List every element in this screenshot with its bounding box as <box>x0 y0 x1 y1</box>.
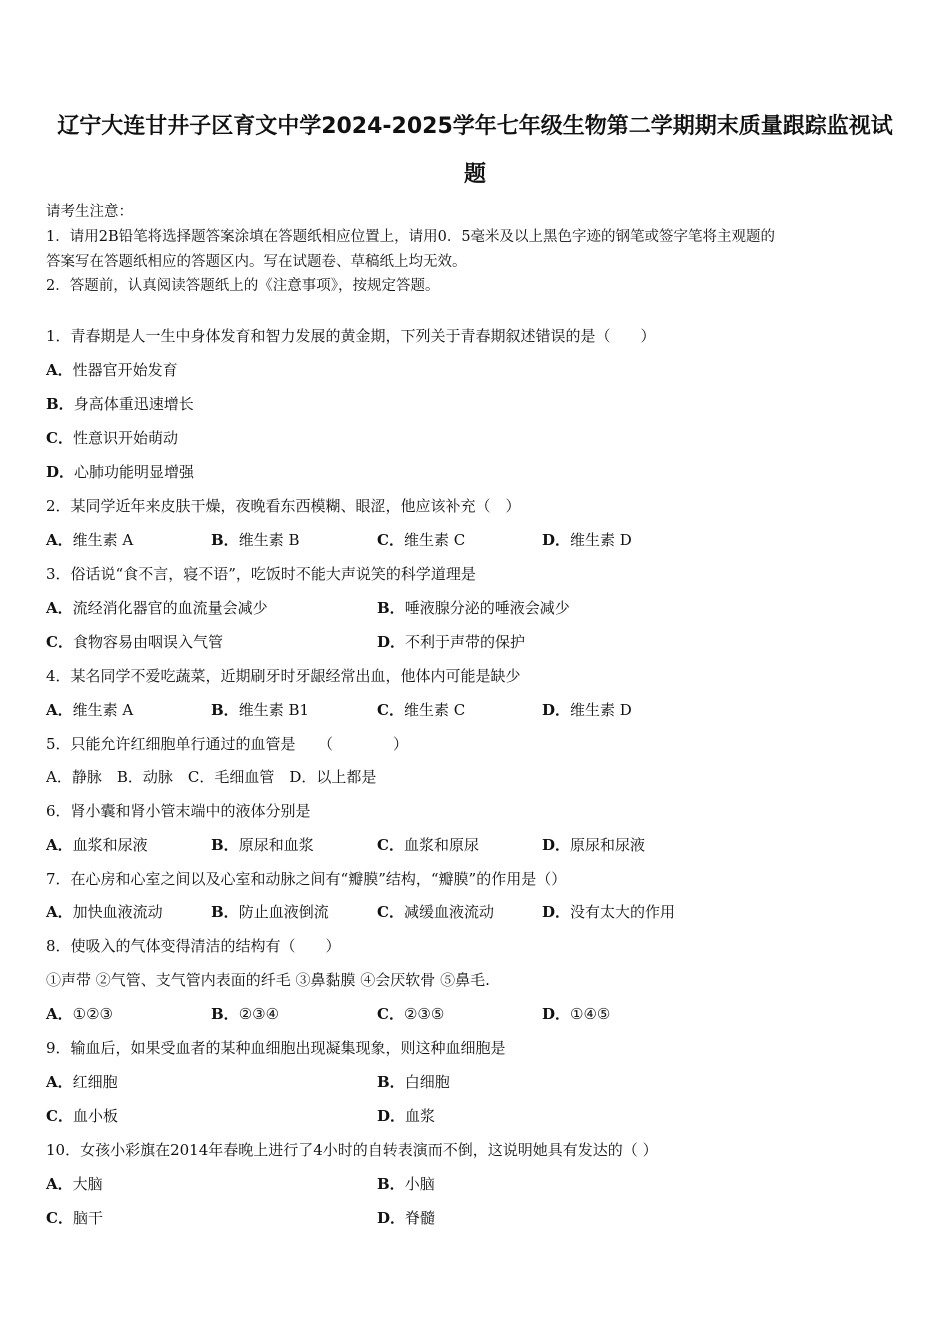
question-1-option-b: B．身高体重迅速增长 <box>46 395 194 413</box>
question-4-stem: 4．某名同学不爱吃蔬菜，近期刷牙时牙龈经常出血，他体内可能是缺少 <box>46 667 521 685</box>
question-1-option-d: D．心肺功能明显增强 <box>46 463 195 481</box>
question-3-option-a: A．流经消化器官的血流量会减少 <box>46 599 268 617</box>
question-10-option-b: B．小脑 <box>377 1175 435 1193</box>
question-3-option-c: C．食物容易由咽误入气管 <box>46 633 223 651</box>
question-8-option-d: D．①④⑤ <box>542 1005 611 1023</box>
question-5-stem: 5．只能允许红细胞单行通过的血管是 （ ） <box>46 735 409 753</box>
question-3-option-d: D．不利于声带的保护 <box>377 633 526 651</box>
question-6-option-c: C．血浆和原尿 <box>377 836 479 854</box>
notice-item-1a: 1．请用2B铅笔将选择题答案涂填在答题纸相应位置上，请用0．5毫米及以上黑色字迹的钢笔或签字笔将主观题的 <box>46 229 776 245</box>
notice-heading: 请考生注意： <box>46 204 133 220</box>
question-5-options: A．静脉 B．动脉 C．毛细血管 D．以上都是 <box>46 768 377 786</box>
question-4-option-d: D．维生素 D <box>542 701 632 719</box>
question-1-option-a: A．性器官开始发育 <box>46 361 178 379</box>
question-7-option-a: A．加快血液流动 <box>46 903 163 921</box>
question-8-option-b: B．②③④ <box>211 1005 280 1023</box>
question-2-option-a: A．维生素 A <box>46 531 134 549</box>
question-9-option-a: A．红细胞 <box>46 1073 118 1091</box>
notice-item-1b: 答案写在答题纸相应的答题区内。写在试题卷、草稿纸上均无效。 <box>46 254 467 270</box>
question-4-option-b: B．维生素 B1 <box>211 701 310 719</box>
question-6-option-d: D．原尿和尿液 <box>542 836 646 854</box>
question-9-option-d: D．血浆 <box>377 1107 436 1125</box>
question-8-stem: 8．使吸入的气体变得清洁的结构有（ ） <box>46 937 341 955</box>
question-7-option-b: B．防止血液倒流 <box>211 903 329 921</box>
question-7-option-d: D．没有太大的作用 <box>542 903 676 921</box>
question-2-option-d: D．维生素 D <box>542 531 632 549</box>
notice-item-2: 2．答题前，认真阅读答题纸上的《注意事项》，按规定答题。 <box>46 278 440 294</box>
question-4-option-c: C．维生素 C <box>377 701 466 719</box>
question-3-option-b: B．唾液腺分泌的唾液会减少 <box>377 599 570 617</box>
question-7-stem: 7．在心房和心室之间以及心室和动脉之间有“瓣膜”结构，“瓣膜”的作用是（） <box>46 870 567 888</box>
question-2-option-c: C．维生素 C <box>377 531 466 549</box>
question-8-option-a: A．①②③ <box>46 1005 113 1023</box>
question-10-stem: 10．女孩小彩旗在2014年春晚上进行了4小时的自转表演而不倒，这说明她具有发达的（ ） <box>46 1141 658 1159</box>
question-1-option-c: C．性意识开始萌动 <box>46 429 178 447</box>
question-1-stem: 1．青春期是人一生中身体发育和智力发展的黄金期，下列关于青春期叙述错误的是（ ） <box>46 327 656 345</box>
question-8-option-c: C．②③⑤ <box>377 1005 445 1023</box>
question-9-option-c: C．血小板 <box>46 1107 118 1125</box>
question-7-option-c: C．减缓血液流动 <box>377 903 494 921</box>
question-6-stem: 6．肾小囊和肾小管末端中的液体分别是 <box>46 802 311 820</box>
question-9-option-b: B．白细胞 <box>377 1073 450 1091</box>
question-6-option-a: A．血浆和尿液 <box>46 836 148 854</box>
question-2-option-b: B．维生素 B <box>211 531 300 549</box>
question-8-sub: ①声带 ②气管、支气管内表面的纤毛 ③鼻黏膜 ④会厌软骨 ⑤鼻毛. <box>46 971 490 989</box>
question-10-option-a: A．大脑 <box>46 1175 103 1193</box>
question-2-stem: 2．某同学近年来皮肤干燥，夜晚看东西模糊、眼涩，他应该补充（ ） <box>46 497 521 515</box>
question-6-option-b: B．原尿和血浆 <box>211 836 314 854</box>
title-line-1: 辽宁大连甘井子区育文中学2024-2025学年七年级生物第二学期期末质量跟踪监视试 <box>57 114 893 139</box>
exam-title <box>40 103 910 199</box>
question-10-option-d: D．脊髓 <box>377 1209 436 1227</box>
question-3-stem: 3．俗话说“食不言，寝不语”，吃饭时不能大声说笑的科学道理是 <box>46 565 476 583</box>
question-9-stem: 9．输血后，如果受血者的某种血细胞出现凝集现象，则这种血细胞是 <box>46 1039 506 1057</box>
title-line-2: 题 <box>463 162 486 187</box>
question-4-option-a: A．维生素 A <box>46 701 134 719</box>
question-10-option-c: C．脑干 <box>46 1209 103 1227</box>
